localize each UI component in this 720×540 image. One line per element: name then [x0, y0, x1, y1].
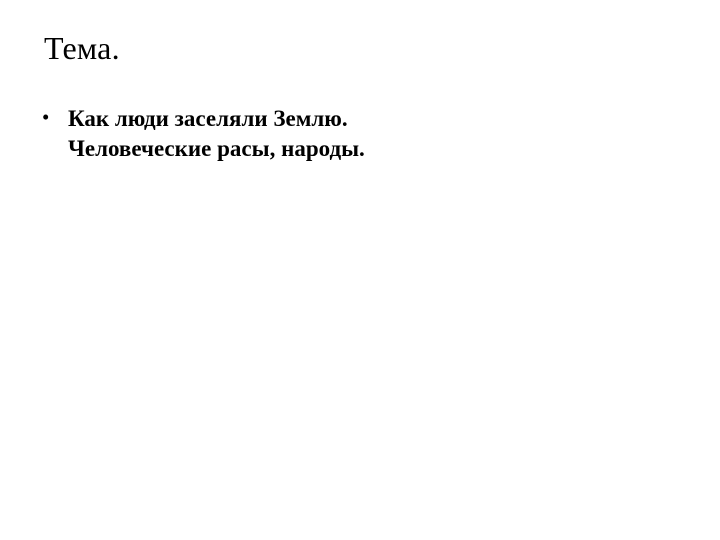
- list-item: [38, 104, 658, 164]
- slide-title: Тема.: [44, 30, 120, 66]
- bullet-line-1: Как люди заселяли Землю.: [68, 106, 348, 131]
- bullet-icon: •: [42, 105, 50, 129]
- bullet-line-2: Человеческие расы, народы.: [68, 135, 365, 161]
- slide-body-list: [38, 104, 658, 164]
